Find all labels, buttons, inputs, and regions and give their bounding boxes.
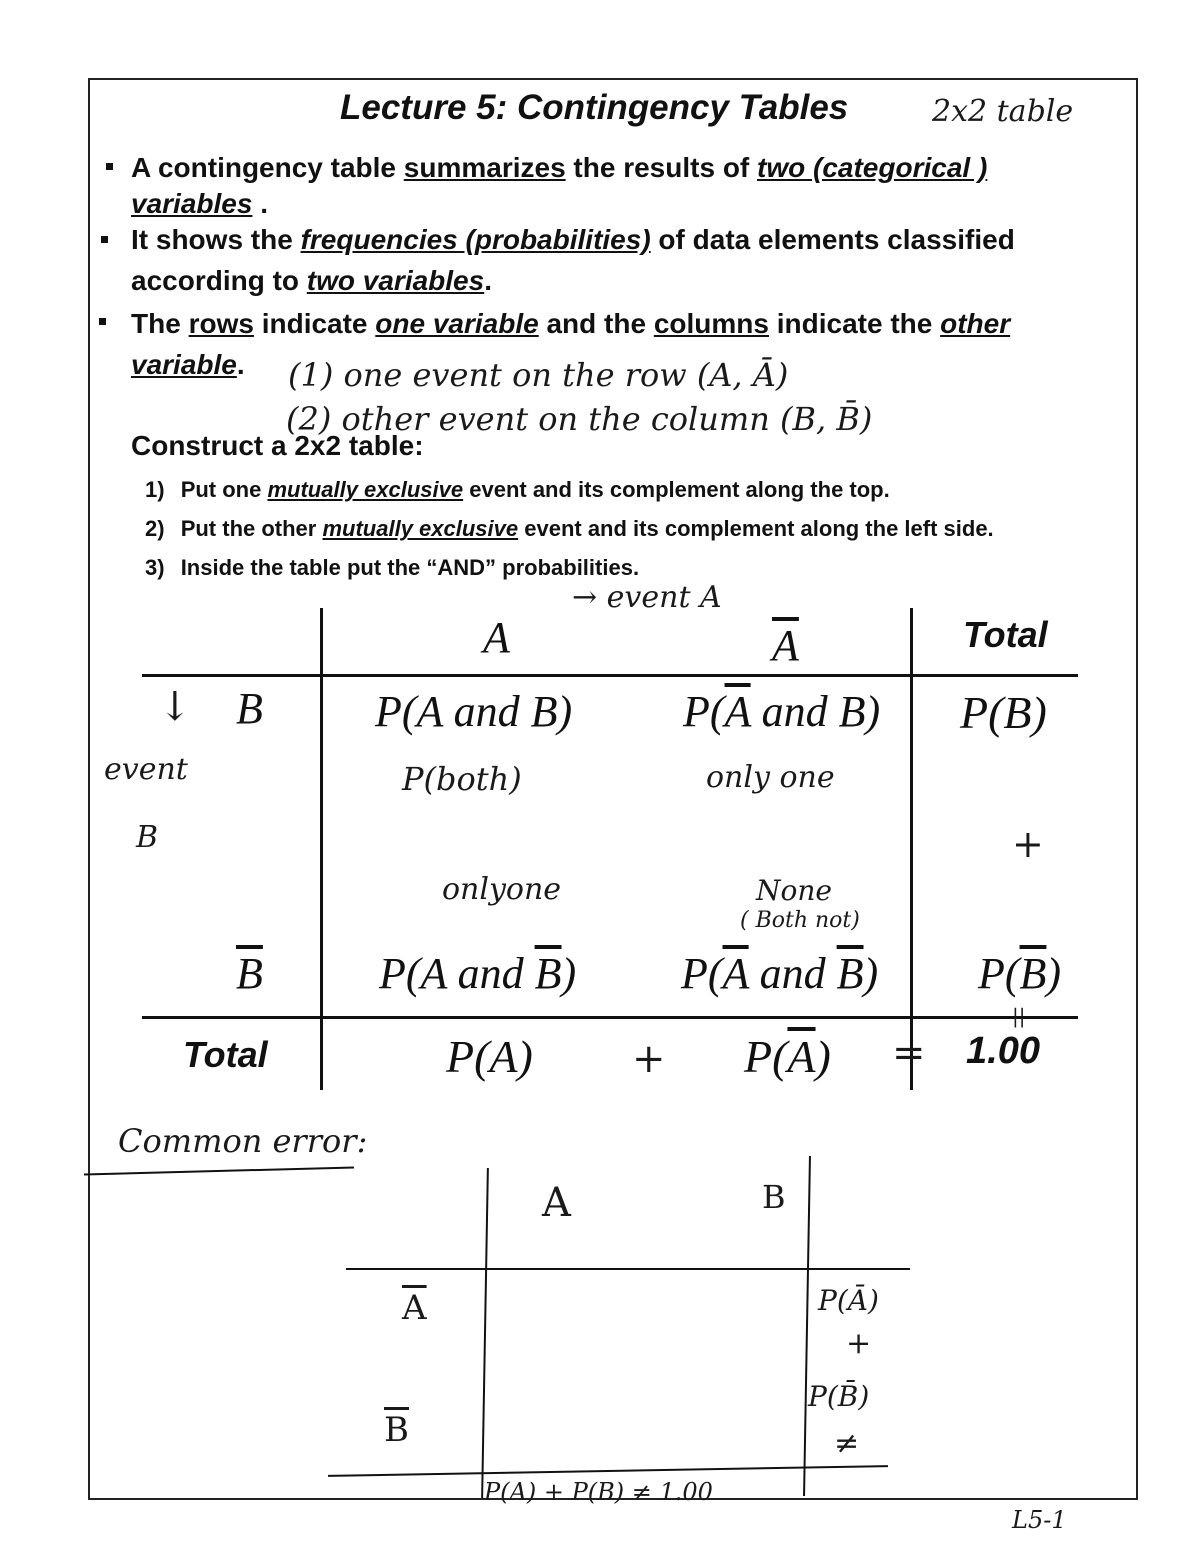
table-horizontal-rule xyxy=(142,1016,1078,1019)
step-2 xyxy=(145,516,994,542)
cell-text: $\overline{A}$ xyxy=(724,687,751,736)
bullet-1-underlined: two (categorical ) xyxy=(757,152,988,183)
handwritten-common-error: Common error: xyxy=(118,1122,368,1160)
step-text: Inside the table put the “AND” probabilities. xyxy=(180,555,640,580)
error-side-plus: + xyxy=(846,1326,872,1361)
handwritten-none: None xyxy=(756,874,832,907)
bullet-2-line-2 xyxy=(131,261,492,301)
total-p-abar xyxy=(744,1030,831,1083)
bullet-3-underlined: other xyxy=(940,308,1011,339)
step-number: 2) xyxy=(145,516,165,541)
cell-text: P( xyxy=(681,949,723,998)
handwritten-event-a: → event A xyxy=(572,580,722,615)
handwritten-note-row: (1) one event on the row (A, Ā) xyxy=(288,356,789,394)
column-header-a: A xyxy=(483,613,510,662)
error-bottom-sum: P(A) + P(B) ≠ 1.00 xyxy=(484,1478,713,1506)
row-header-total: Total xyxy=(183,1034,268,1075)
title-handwritten-note: 2x2 table xyxy=(932,94,1074,129)
cell-a-and-b: P(A and B) xyxy=(375,687,573,736)
cell-text: $\overline{A}$ xyxy=(722,949,749,998)
step-underlined: mutually exclusive xyxy=(322,516,519,541)
handwritten-equals-total: = xyxy=(892,1030,926,1076)
error-column-a: A xyxy=(542,1180,571,1226)
cell-text: and xyxy=(748,949,837,998)
cell-abar-and-bbar xyxy=(681,948,878,999)
handwritten-plus-total: + xyxy=(632,1036,666,1082)
table-horizontal-rule xyxy=(142,674,1078,677)
bullet-3-line-2 xyxy=(131,345,245,385)
bullet-2-text: . xyxy=(484,265,492,296)
cell-text: P(A and xyxy=(379,949,535,998)
cell-text: $\overline{A}$ xyxy=(787,1031,816,1082)
bullet-3-underlined: rows xyxy=(188,308,254,339)
error-table-horizontal-rule xyxy=(346,1268,910,1270)
bullet-1-underlined: summarizes xyxy=(403,152,566,183)
handwritten-equals-mark: || xyxy=(1012,1004,1026,1028)
cell-text: $\overline{B}$ xyxy=(1019,949,1047,998)
bullet-3-underlined: one variable xyxy=(375,308,539,339)
cell-text: ) xyxy=(815,1031,831,1082)
bullet-2 xyxy=(131,220,1015,260)
page-title: Lecture 5: Contingency Tables xyxy=(340,88,849,127)
page-number: L5-1 xyxy=(1012,1506,1067,1534)
row-header-b-bar: $\overline{B}$ xyxy=(236,949,263,998)
handwritten-only-one-2: onlyone xyxy=(442,872,562,907)
bullet-1-underlined: variables xyxy=(131,188,253,219)
bullet-1-line-2 xyxy=(131,184,268,224)
handwritten-note-column: (2) other event on the column (B, B̄) xyxy=(286,400,873,438)
error-row-abar: $\overline{A}$ xyxy=(402,1288,427,1328)
step-text: event and its complement along the left side. xyxy=(518,516,994,541)
step-1 xyxy=(145,477,890,503)
total-p-a: P(A) xyxy=(446,1031,533,1082)
column-header-total: Total xyxy=(963,614,1048,655)
bullet-2-underlined: frequencies (probabilities) xyxy=(300,224,651,255)
bullet-3-text: . xyxy=(236,349,245,380)
total-one: 1.00 xyxy=(966,1030,1040,1072)
handwritten-only-one: only one xyxy=(706,760,835,795)
handwritten-plus: + xyxy=(1012,822,1044,866)
bullet-3-text: and the xyxy=(538,308,654,339)
handwritten-event-b: event xyxy=(104,752,188,787)
cell-text: P( xyxy=(683,687,725,736)
cell-p-bbar xyxy=(978,948,1061,999)
bullet-2-text: of data elements classified xyxy=(650,224,1015,255)
bullet-3-underlined: variable xyxy=(131,349,237,380)
row-header-b: B xyxy=(236,684,263,733)
bullet-marker xyxy=(99,318,106,325)
step-text: event and its complement along the top. xyxy=(463,477,890,502)
cell-text: $\overline{B}$ xyxy=(836,949,864,998)
error-column-b: B xyxy=(762,1178,786,1216)
handwritten-both: P(both) xyxy=(402,760,522,798)
bullet-2-text: It shows the xyxy=(131,224,301,255)
bullet-marker xyxy=(101,236,108,243)
bullet-1-text: . xyxy=(252,188,268,219)
handwritten-event-b-letter: B xyxy=(136,820,159,855)
bullet-3-text: indicate xyxy=(253,308,376,339)
cell-text: P( xyxy=(744,1031,788,1082)
step-text: Put the other xyxy=(180,516,323,541)
cell-a-and-bbar xyxy=(379,948,576,999)
handwritten-both-not: ( Both not) xyxy=(740,908,860,933)
bullet-2-text: according to xyxy=(131,265,307,296)
column-header-a-bar: $\overline{A}$ xyxy=(772,621,799,670)
step-number: 1) xyxy=(145,477,165,502)
cell-text: P( xyxy=(978,949,1020,998)
cell-p-b: P(B) xyxy=(960,687,1047,738)
construct-heading: Construct a 2x2 table: xyxy=(131,430,424,461)
bullet-1 xyxy=(131,148,987,188)
cell-abar-and-b xyxy=(683,686,880,737)
bullet-2-underlined: two variables xyxy=(306,265,485,296)
down-arrow: ↓ xyxy=(158,684,192,730)
bullet-marker xyxy=(106,163,113,170)
bullet-3-text: indicate the xyxy=(768,308,941,339)
step-3 xyxy=(145,555,639,581)
bullet-3-underlined: columns xyxy=(653,308,769,339)
cell-text: and B) xyxy=(750,687,881,736)
cell-text: ) xyxy=(1046,949,1062,998)
step-text: Put one xyxy=(180,477,268,502)
error-side-p-bbar: P(B̄) xyxy=(808,1380,870,1413)
error-side-p-abar: P(Ā) xyxy=(818,1284,879,1317)
error-side-not-equal: ≠ xyxy=(834,1426,860,1461)
step-underlined: mutually exclusive xyxy=(267,477,464,502)
cell-text: ) xyxy=(863,949,879,998)
bullet-3-text: The xyxy=(131,308,189,339)
error-row-bbar: $\overline{B}$ xyxy=(384,1410,409,1450)
bullet-3 xyxy=(131,304,1010,344)
step-number: 3) xyxy=(145,555,165,580)
cell-text: $\overline{B}$ xyxy=(534,949,562,998)
cell-text: ) xyxy=(561,949,577,998)
bullet-1-text: the results of xyxy=(565,152,758,183)
bullet-1-text: A contingency table xyxy=(131,152,404,183)
